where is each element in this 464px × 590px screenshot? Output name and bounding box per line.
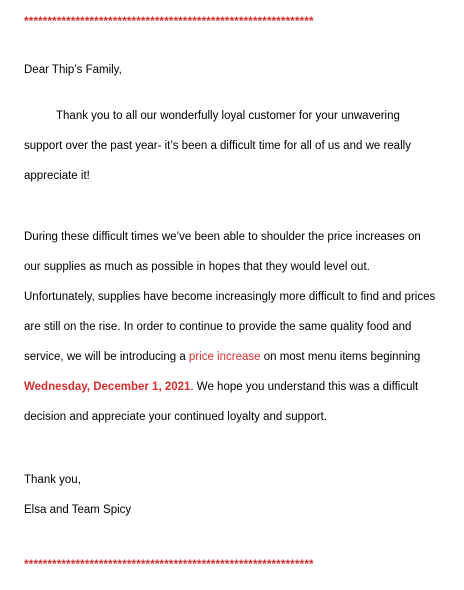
paragraph-1-line-3: appreciate it!	[24, 170, 90, 182]
paragraph-2-line-5	[24, 350, 420, 364]
top-star-border: **************************************************************	[24, 14, 314, 28]
paragraph-2-line-6	[24, 380, 418, 394]
paragraph-2-line-2: our supplies as much as possible in hopes that they would level out.	[24, 261, 370, 273]
signature: Elsa and Team Spicy	[24, 504, 132, 516]
line-5-prefix: service, we will be introducing a	[24, 351, 189, 363]
paragraph-2-line-7: decision and appreciate your continued loyalty and support.	[24, 411, 328, 423]
paragraph-2-line-3: Unfortunately, supplies have become increasingly more difficult to find and prices	[24, 291, 436, 303]
bottom-star-border: **************************************************************	[24, 557, 314, 571]
line-5-suffix: on most menu items beginning	[260, 351, 421, 363]
line-6-suffix: . We hope you understand this was a difficult	[190, 381, 419, 393]
paragraph-2-line-4: are still on the rise. In order to continue to provide the same quality food and	[24, 321, 412, 333]
paragraph-1-line-1: Thank you to all our wonderfully loyal customer for your unwavering	[56, 110, 400, 122]
effective-date-highlight: Wednesday, December 1, 2021	[24, 381, 191, 393]
paragraph-1-line-2: support over the past year- it’s been a difficult time for all of us and we really	[24, 140, 411, 152]
closing: Thank you,	[24, 474, 81, 486]
price-increase-highlight: price increase	[188, 351, 261, 363]
salutation: Dear Thip’s Family,	[24, 64, 122, 76]
paragraph-2-line-1: During these difficult times we’ve been able to shoulder the price increases on	[24, 231, 421, 243]
